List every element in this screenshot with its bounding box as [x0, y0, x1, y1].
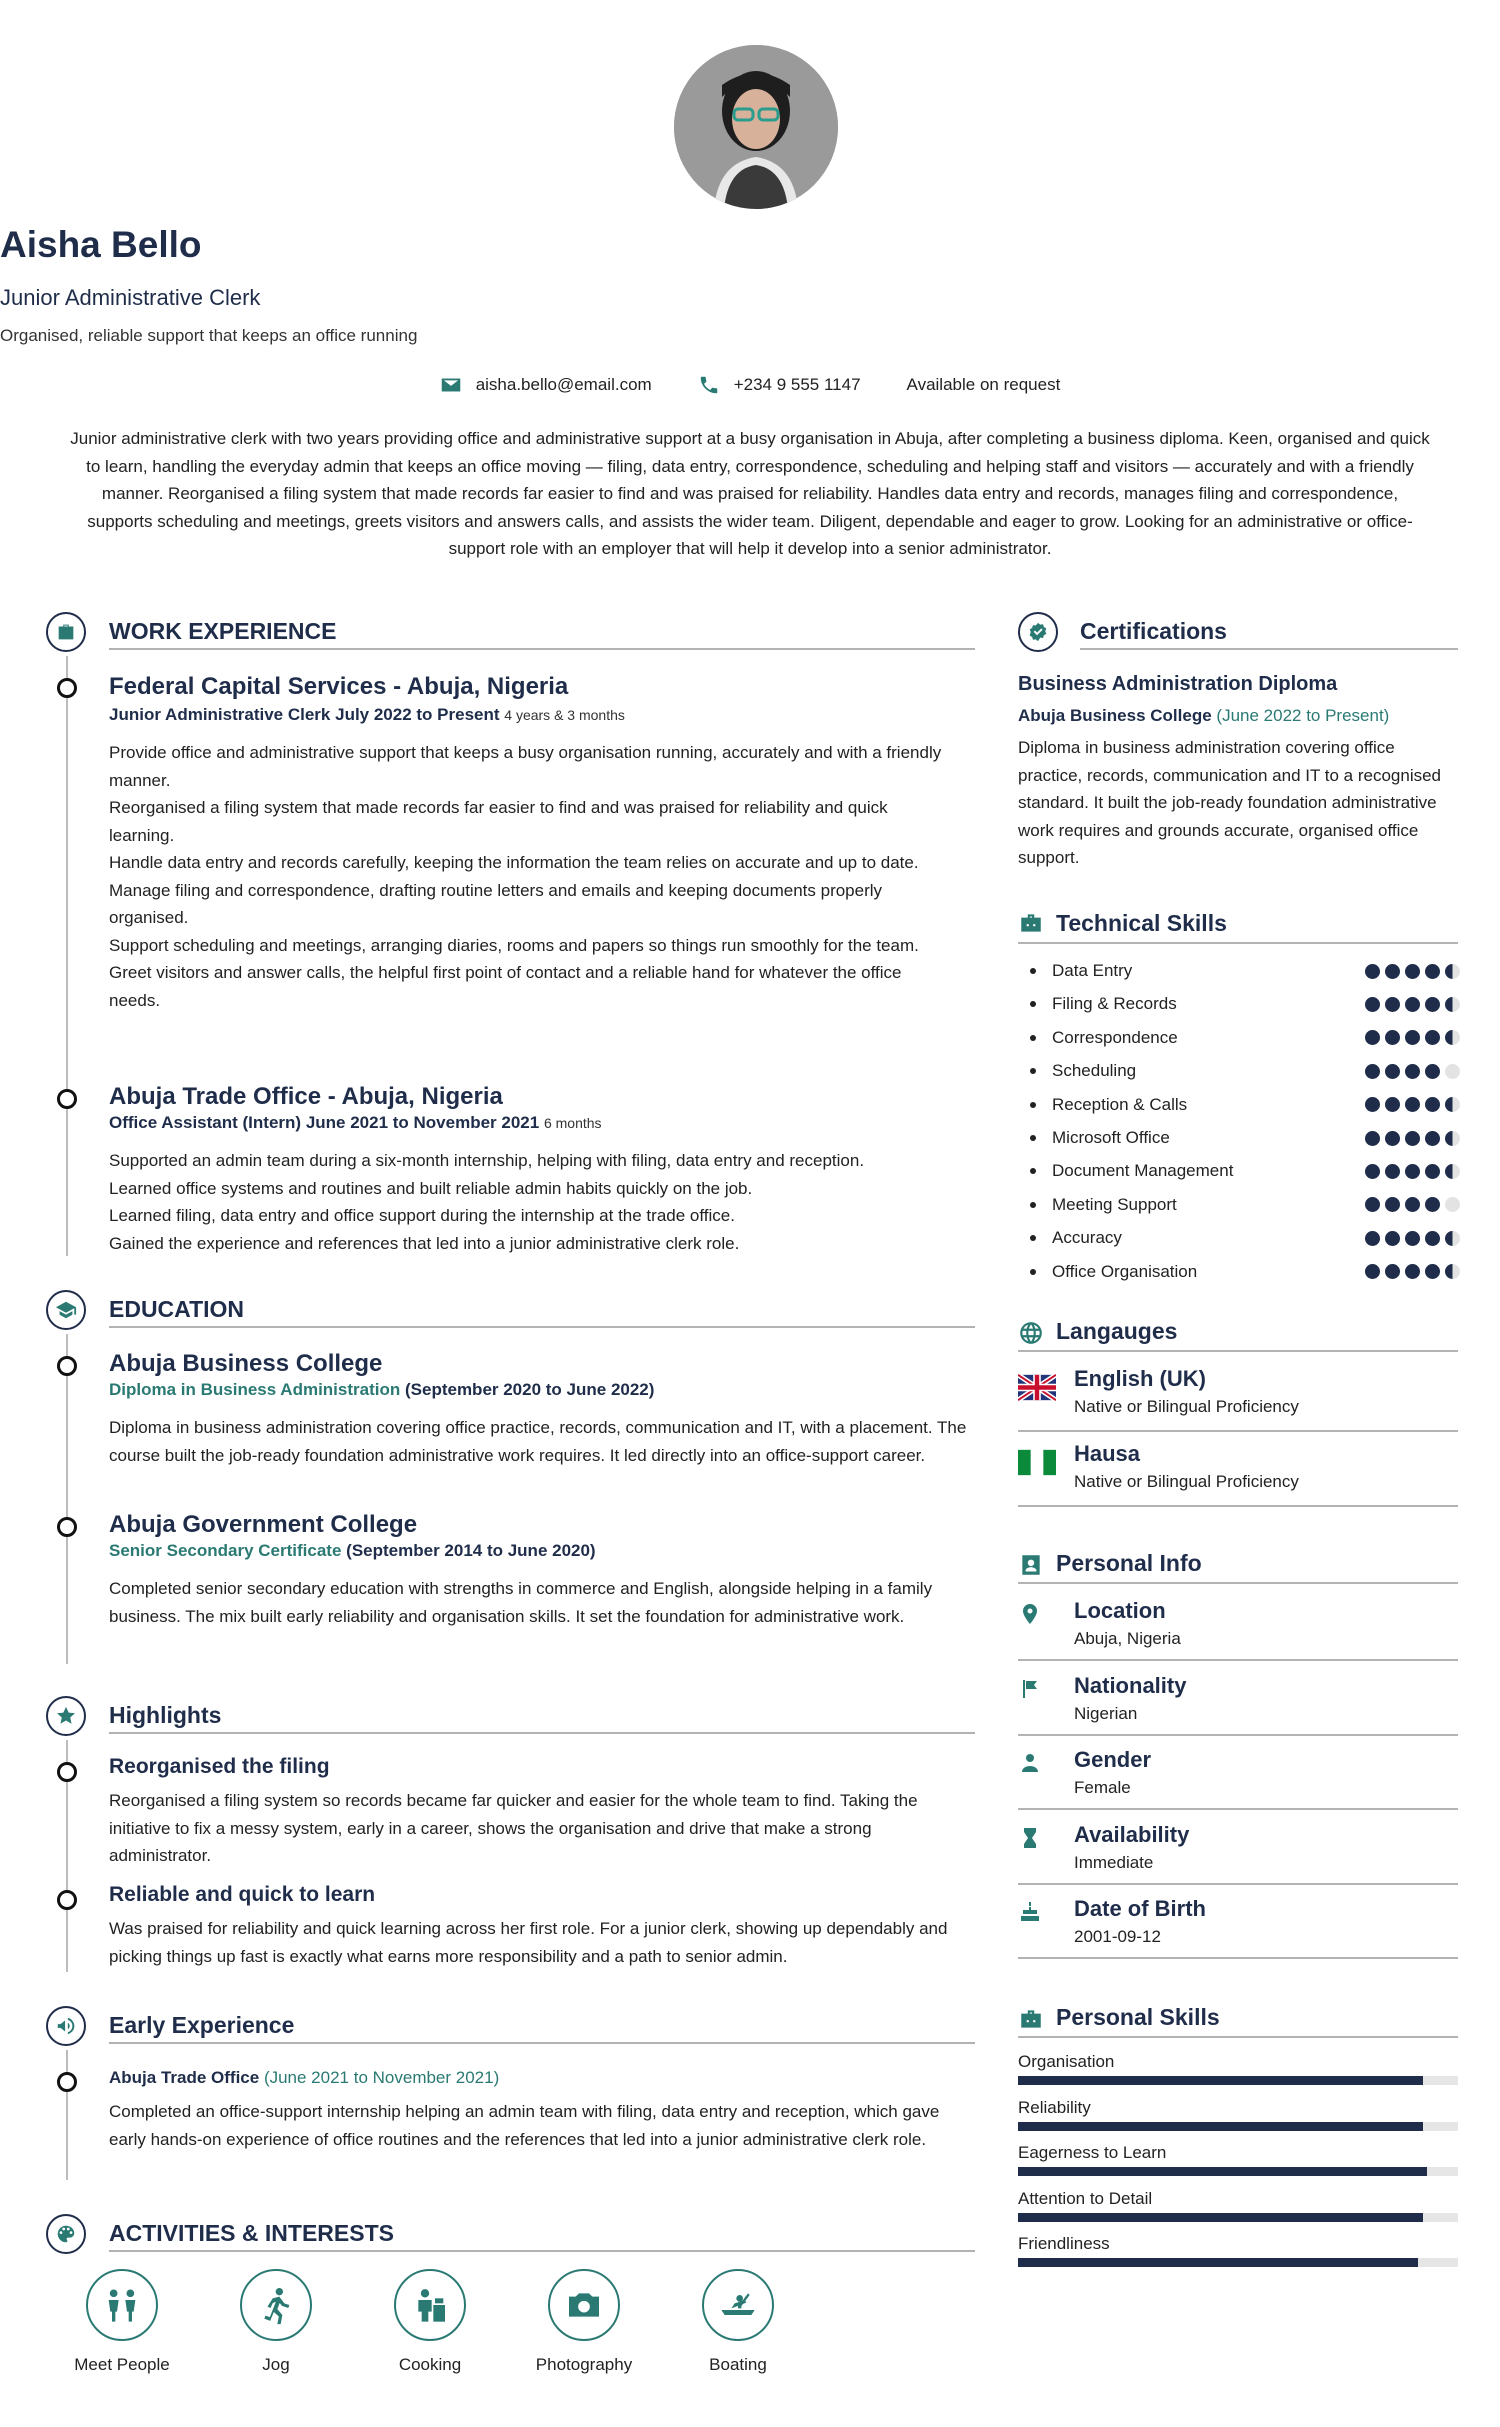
certifications-divider: [1080, 648, 1458, 650]
personal-skill-fill: [1018, 2122, 1423, 2131]
rating-dot: [1385, 1064, 1400, 1079]
rating-dot: [1405, 997, 1420, 1012]
personal-skill-fill: [1018, 2076, 1423, 2085]
technical-skills-divider: [1018, 942, 1458, 944]
personal-skill-track: [1018, 2167, 1458, 2176]
personal-skill-entry: [1018, 2143, 1458, 2176]
rating-dot: [1385, 1097, 1400, 1112]
activity-photography: [514, 2269, 654, 2375]
job-entry-2: [109, 1083, 979, 1257]
language-level: Native or Bilingual Proficiency: [1074, 1397, 1299, 1416]
certification-subline: [1018, 706, 1458, 726]
technical-skill-name: Reception & Calls: [1052, 1094, 1188, 1114]
skill-rating-dots: [1365, 1197, 1460, 1212]
bullet-icon: [1030, 1001, 1036, 1007]
job-line: Support scheduling and meetings, arranging diaries, rooms and papers so things run smoothly for the team.: [109, 935, 919, 955]
contact-bar: [0, 374, 1500, 396]
personal-info-row-divider: [1018, 1957, 1458, 1959]
highlight-text: Was praised for reliability and quick learning across her first role. For a junior clerk, showing up dependably and picking things up fast is exactly what earns more responsibility and a path to senior admin.: [109, 1919, 948, 1966]
technical-skill-name: Office Organisation: [1052, 1261, 1198, 1281]
activity-boating: [668, 2269, 808, 2375]
toolbox-icon: [1018, 910, 1044, 936]
rating-dot: [1365, 1131, 1380, 1146]
rating-dot: [1405, 964, 1420, 979]
technical-skill-name: Correspondence: [1052, 1027, 1178, 1047]
early-entry: [109, 2068, 979, 2153]
personal-skill-fill: [1018, 2213, 1423, 2222]
job-duration: 4 years & 3 months: [504, 707, 625, 723]
certification-dates: (June 2022 to Present): [1216, 706, 1390, 725]
personal-skill-entry: [1018, 2234, 1458, 2267]
job-role: Office Assistant (Intern): [109, 1113, 302, 1132]
rating-dot: [1385, 1131, 1400, 1146]
personal-skill-name: Organisation: [1018, 2052, 1115, 2071]
timeline-dot: [57, 1356, 77, 1376]
job-line: Gained the experience and references that led into a junior administrative clerk role.: [109, 1233, 740, 1253]
skill-rating-dots: [1365, 1264, 1460, 1279]
rating-dot: [1405, 1264, 1420, 1279]
personal-info-row-divider: [1018, 1808, 1458, 1810]
job-dates: June 2021 to November 2021: [305, 1113, 540, 1132]
technical-skill-name: Microsoft Office: [1052, 1128, 1170, 1147]
uk-flag-icon: [1018, 1374, 1056, 1401]
rating-dot: [1425, 964, 1440, 979]
education-dates: (September 2020 to June 2022): [404, 1380, 655, 1399]
profile-summary: Junior administrative clerk with two years providing office and administrative support at a busy organisation in Abuja, after completing a business diploma. Keen, organised and quick to learn, handling the everyday admin that keeps an office moving — filing, data entry, correspondence, scheduling and helping staff and visitors — accurately and with a friendly manner. Reorganised a filing system that made records far easier to find and was praised for reliability. Handles data entry and records, manages filing and correspondence, supports scheduling and meetings, greets visitors and answers calls, and assists the wider team. Diligent, dependable and eager to grow. Looking for an administrative or office-support role with an employer that will help it develop into a senior administrator.: [70, 429, 1430, 558]
activity-label: Photography: [535, 2355, 633, 2374]
bullet-icon: [1030, 968, 1036, 974]
personal-skill-entry: [1018, 2052, 1458, 2085]
rating-dot: [1445, 1097, 1460, 1112]
rating-dot: [1405, 1231, 1420, 1246]
timeline-dot: [57, 1890, 77, 1910]
globe-icon: [1018, 1320, 1044, 1346]
timeline-dot: [57, 1517, 77, 1537]
highlight-2: [109, 1883, 979, 1970]
rating-dot: [1405, 1197, 1420, 1212]
rating-dot: [1405, 1030, 1420, 1045]
rating-dot: [1365, 1197, 1380, 1212]
personal-info-key: Date of Birth: [1074, 1896, 1206, 1921]
rating-dot: [1425, 1131, 1440, 1146]
personal-skill-name: Reliability: [1018, 2097, 1091, 2117]
rating-dot: [1445, 1231, 1460, 1246]
job-line: Manage filing and correspondence, drafting routine letters and emails and keeping documents properly organised.: [109, 880, 883, 927]
early-text: Completed an office-support internship helping an admin team with filing, data entry and reception, which gave early hands-on experience of office routines and the references that led into a junior administrative clerk role.: [109, 2102, 940, 2149]
rating-dot: [1365, 997, 1380, 1012]
job-title: Junior Administrative Clerk: [0, 285, 261, 310]
activity-cooking: [360, 2269, 500, 2375]
activity-label: Meet People: [74, 2355, 170, 2374]
toolbox-icon: [1018, 2006, 1044, 2032]
personal-skill-fill: [1018, 2167, 1427, 2176]
early-subline: [109, 2068, 979, 2088]
highlight-title: Reorganised the filing: [109, 1755, 330, 1778]
activities-divider: [109, 2250, 975, 2252]
personal-skill-name: Attention to Detail: [1018, 2188, 1153, 2208]
rating-dot: [1405, 1064, 1420, 1079]
work-timeline: [66, 656, 68, 1256]
certificate-badge-icon: [1018, 612, 1058, 652]
school-name: Abuja Government College: [109, 1511, 418, 1538]
bullet-icon: [1030, 1135, 1036, 1141]
job-line: Learned filing, data entry and office support during the internship at the trade office.: [109, 1206, 735, 1225]
technical-skill-row: [1030, 1261, 1460, 1283]
rating-dot: [1385, 1197, 1400, 1212]
personal-info-value: Immediate: [1074, 1852, 1154, 1872]
people-icon: [86, 2269, 158, 2341]
bullet-icon: [1030, 1235, 1036, 1241]
job-line: Handle data entry and records carefully, keeping the information the team relies on accurate and up to date.: [109, 853, 919, 872]
personal-info-divider: [1018, 1582, 1458, 1584]
graduation-cap-icon: [46, 1290, 86, 1330]
skill-rating-dots: [1365, 1097, 1460, 1112]
rating-dot: [1405, 1164, 1420, 1179]
highlight-1: [109, 1755, 979, 1870]
phone-icon: [698, 374, 720, 396]
star-badge-icon: [46, 1696, 86, 1736]
employer-name: Federal Capital Services - Abuja, Nigeria: [109, 673, 569, 700]
job-description: [109, 739, 949, 1014]
rating-dot: [1405, 1131, 1420, 1146]
early-dates: (June 2021 to November 2021): [263, 2068, 500, 2087]
rating-dot: [1385, 1164, 1400, 1179]
personal-skill-track: [1018, 2258, 1458, 2267]
palette-icon: [46, 2214, 86, 2254]
certification-name: Business Administration Diploma: [1018, 673, 1338, 695]
rating-dot: [1385, 964, 1400, 979]
briefcase-icon: [46, 612, 86, 652]
personal-info-row-divider: [1018, 1734, 1458, 1736]
job-entry-1: [109, 673, 979, 1014]
personal-info-value: 2001-09-12: [1074, 1927, 1161, 1946]
skill-rating-dots: [1365, 1231, 1460, 1246]
language-divider: [1018, 1430, 1458, 1432]
personal-info-key: Nationality: [1074, 1672, 1187, 1698]
job-line: Learned office systems and routines and built reliable admin habits quickly on the job.: [109, 1178, 753, 1198]
early-divider: [109, 2042, 975, 2044]
employer-name: Abuja Trade Office - Abuja, Nigeria: [109, 1083, 503, 1110]
technical-skills-heading: Technical Skills: [1056, 910, 1227, 936]
education-description: Completed senior secondary education with strengths in commerce and English, alongside helping in a family business. The mix built early reliability and organisation skills. It set the foundation for administrative work.: [109, 1579, 933, 1626]
bullet-icon: [1030, 1269, 1036, 1275]
hourglass-icon: [1018, 1826, 1042, 1850]
language-level: Native or Bilingual Proficiency: [1074, 1472, 1299, 1491]
id-card-icon: [1018, 1552, 1044, 1578]
rating-dot: [1385, 1264, 1400, 1279]
certification-entry: [1018, 673, 1458, 872]
technical-skill-row: [1030, 1027, 1460, 1049]
email-contact[interactable]: [440, 374, 652, 396]
technical-skill-name: Document Management: [1052, 1161, 1234, 1181]
skill-rating-dots: [1365, 1131, 1460, 1146]
envelope-icon: [440, 374, 462, 396]
job-subline: [109, 705, 979, 725]
bullet-icon: [1030, 1168, 1036, 1174]
work-divider: [109, 648, 975, 650]
job-duration: 6 months: [543, 1115, 602, 1131]
personal-skill-entry: [1018, 2098, 1458, 2131]
job-line: Greet visitors and answer calls, the helpful first point of contact and a reliable hand for whatever the office needs.: [109, 963, 902, 1010]
chef-icon: [394, 2269, 466, 2341]
rating-dot: [1365, 964, 1380, 979]
technical-skill-name: Filing & Records: [1052, 994, 1177, 1014]
rating-dot: [1365, 1097, 1380, 1112]
rating-dot: [1405, 1097, 1420, 1112]
certification-issuer: Abuja Business College: [1018, 706, 1212, 725]
bullet-icon: [1030, 1068, 1036, 1074]
profile-photo: [674, 45, 838, 209]
job-line: Reorganised a filing system that made records far easier to find and was praised for reliability and quick learning.: [109, 798, 888, 845]
rating-dot: [1445, 1064, 1460, 1079]
highlights-heading: Highlights: [109, 1702, 222, 1728]
skill-rating-dots: [1365, 964, 1460, 979]
rating-dot: [1425, 1231, 1440, 1246]
certifications-heading: Certifications: [1080, 618, 1227, 644]
personal-skills-divider: [1018, 2036, 1458, 2038]
job-dates: July 2022 to Present: [335, 705, 500, 724]
skill-rating-dots: [1365, 1064, 1460, 1079]
technical-skill-name: Data Entry: [1052, 961, 1133, 980]
bullet-icon: [1030, 1035, 1036, 1041]
skill-rating-dots: [1365, 1030, 1460, 1045]
early-org: Abuja Trade Office: [109, 2068, 260, 2087]
activity-meet-people: [52, 2269, 192, 2375]
runner-icon: [240, 2269, 312, 2341]
nigeria-flag-icon: [1018, 1449, 1056, 1476]
education-heading: EDUCATION: [109, 1296, 245, 1322]
work-experience-heading: WORK EXPERIENCE: [109, 618, 337, 644]
rating-dot: [1425, 1097, 1440, 1112]
activity-label: Cooking: [398, 2355, 462, 2374]
job-role: Junior Administrative Clerk: [109, 705, 331, 724]
personal-skill-name: Eagerness to Learn: [1018, 2143, 1167, 2162]
rating-dot: [1425, 1030, 1440, 1045]
personal-info-heading: Personal Info: [1056, 1550, 1202, 1576]
language-name: English (UK): [1074, 1366, 1206, 1391]
timeline-dot: [57, 2072, 77, 2092]
camera-icon: [548, 2269, 620, 2341]
rating-dot: [1445, 1030, 1460, 1045]
technical-skill-name: Scheduling: [1052, 1061, 1137, 1081]
availability-contact: [907, 374, 1061, 396]
rating-dot: [1445, 1131, 1460, 1146]
boat-icon: [702, 2269, 774, 2341]
timeline-dot: [57, 1762, 77, 1782]
personal-skill-track: [1018, 2213, 1458, 2222]
job-line: Provide office and administrative support that keeps a busy organisation running, accurately and with a friendly manner.: [109, 743, 942, 790]
education-description: Diploma in business administration covering office practice, records, communication and IT, with a placement. The course built the job-ready foundation administrative work requires. It led directly into an office-support career.: [109, 1418, 967, 1465]
phone-contact[interactable]: [698, 374, 861, 396]
personal-skill-name: Friendliness: [1018, 2234, 1110, 2253]
technical-skill-row: [1030, 960, 1460, 982]
school-name: Abuja Business College: [109, 1350, 383, 1377]
personal-info-key: Availability: [1074, 1821, 1190, 1847]
rating-dot: [1365, 1030, 1380, 1045]
personal-info-value: Abuja, Nigeria: [1074, 1629, 1181, 1648]
skill-rating-dots: [1365, 1164, 1460, 1179]
job-subline: [109, 1113, 979, 1133]
highlight-text: Reorganised a filing system so records became far quicker and easier for the whole team to find. Taking the initiative to fix a messy system, early in a career, shows the organisation and drive that make a strong administrator.: [109, 1791, 918, 1865]
rating-dot: [1445, 1197, 1460, 1212]
flag-icon: [1018, 1677, 1042, 1701]
personal-skill-entry: [1018, 2189, 1458, 2222]
email-text: aisha.bello@email.com: [475, 375, 652, 394]
rating-dot: [1445, 964, 1460, 979]
cake-icon: [1018, 1900, 1042, 1924]
degree-name: Senior Secondary Certificate: [109, 1541, 342, 1560]
personal-skill-track: [1018, 2076, 1458, 2085]
megaphone-icon: [46, 2006, 86, 2046]
rating-dot: [1425, 1264, 1440, 1279]
technical-skill-row: [1030, 1160, 1460, 1182]
education-divider: [109, 1326, 975, 1328]
degree-name: Diploma in Business Administration: [109, 1380, 401, 1399]
phone-text: +234 9 555 1147: [733, 375, 861, 394]
education-entry-1: [109, 1350, 979, 1469]
technical-skill-row: [1030, 1127, 1460, 1149]
personal-info-value: Female: [1074, 1778, 1131, 1797]
rating-dot: [1425, 1164, 1440, 1179]
technical-skill-row: [1030, 1094, 1460, 1116]
highlights-divider: [109, 1732, 975, 1734]
bullet-icon: [1030, 1102, 1036, 1108]
rating-dot: [1445, 997, 1460, 1012]
personal-info-key: Gender: [1074, 1747, 1152, 1772]
rating-dot: [1365, 1264, 1380, 1279]
job-description: [109, 1147, 979, 1257]
technical-skill-row: [1030, 1227, 1460, 1249]
bullet-icon: [1030, 1202, 1036, 1208]
technical-skill-row: [1030, 1060, 1460, 1082]
language-name: Hausa: [1074, 1441, 1141, 1466]
languages-divider: [1018, 1350, 1458, 1352]
early-experience-heading: Early Experience: [109, 2012, 295, 2038]
tagline: Organised, reliable support that keeps an office running: [0, 326, 418, 345]
rating-dot: [1445, 1164, 1460, 1179]
highlight-title: Reliable and quick to learn: [109, 1883, 376, 1906]
rating-dot: [1425, 1197, 1440, 1212]
personal-info-value: Nigerian: [1074, 1703, 1138, 1723]
activity-jog: [206, 2269, 346, 2375]
education-dates: (September 2014 to June 2020): [346, 1541, 596, 1560]
technical-skill-name: Accuracy: [1052, 1228, 1122, 1248]
activity-label: Boating: [709, 2355, 767, 2374]
location-pin-icon: [1018, 1602, 1042, 1626]
rating-dot: [1365, 1064, 1380, 1079]
rating-dot: [1385, 1030, 1400, 1045]
language-divider: [1018, 1505, 1458, 1507]
languages-heading: Langauges: [1056, 1318, 1178, 1344]
technical-skill-name: Meeting Support: [1052, 1194, 1177, 1214]
personal-skills-heading: Personal Skills: [1056, 2004, 1220, 2030]
technical-skill-row: [1030, 993, 1460, 1015]
activity-label: Jog: [262, 2355, 290, 2374]
timeline-dot: [57, 678, 77, 698]
rating-dot: [1425, 1064, 1440, 1079]
job-line: Supported an admin team during a six-month internship, helping with filing, data entry and reception.: [109, 1151, 865, 1170]
personal-info-key: Location: [1074, 1598, 1166, 1623]
personal-skill-track: [1018, 2122, 1458, 2131]
availability-text: Available on request: [906, 375, 1061, 394]
rating-dot: [1365, 1231, 1380, 1246]
rating-dot: [1385, 997, 1400, 1012]
person-icon: [1018, 1751, 1042, 1775]
education-timeline: [66, 1334, 68, 1664]
rating-dot: [1425, 997, 1440, 1012]
timeline-dot: [57, 1089, 77, 1109]
personal-info-row-divider: [1018, 1883, 1458, 1885]
rating-dot: [1365, 1164, 1380, 1179]
rating-dot: [1445, 1264, 1460, 1279]
personal-info-row-divider: [1018, 1659, 1458, 1661]
activities-heading: ACTIVITIES & INTERESTS: [109, 2220, 394, 2246]
skill-rating-dots: [1365, 997, 1460, 1012]
personal-skill-fill: [1018, 2258, 1418, 2267]
education-subline: [109, 1380, 979, 1400]
certification-text: Diploma in business administration covering office practice, records, communication and IT to a recognised standard. It built the job-ready foundation administrative work requires and grounds accurate, organised office support.: [1018, 738, 1442, 867]
technical-skill-row: [1030, 1194, 1460, 1216]
rating-dot: [1385, 1231, 1400, 1246]
education-entry-2: [109, 1511, 979, 1630]
candidate-name: Aisha Bello: [0, 224, 202, 265]
early-timeline: [66, 2050, 68, 2180]
education-subline: [109, 1541, 979, 1561]
